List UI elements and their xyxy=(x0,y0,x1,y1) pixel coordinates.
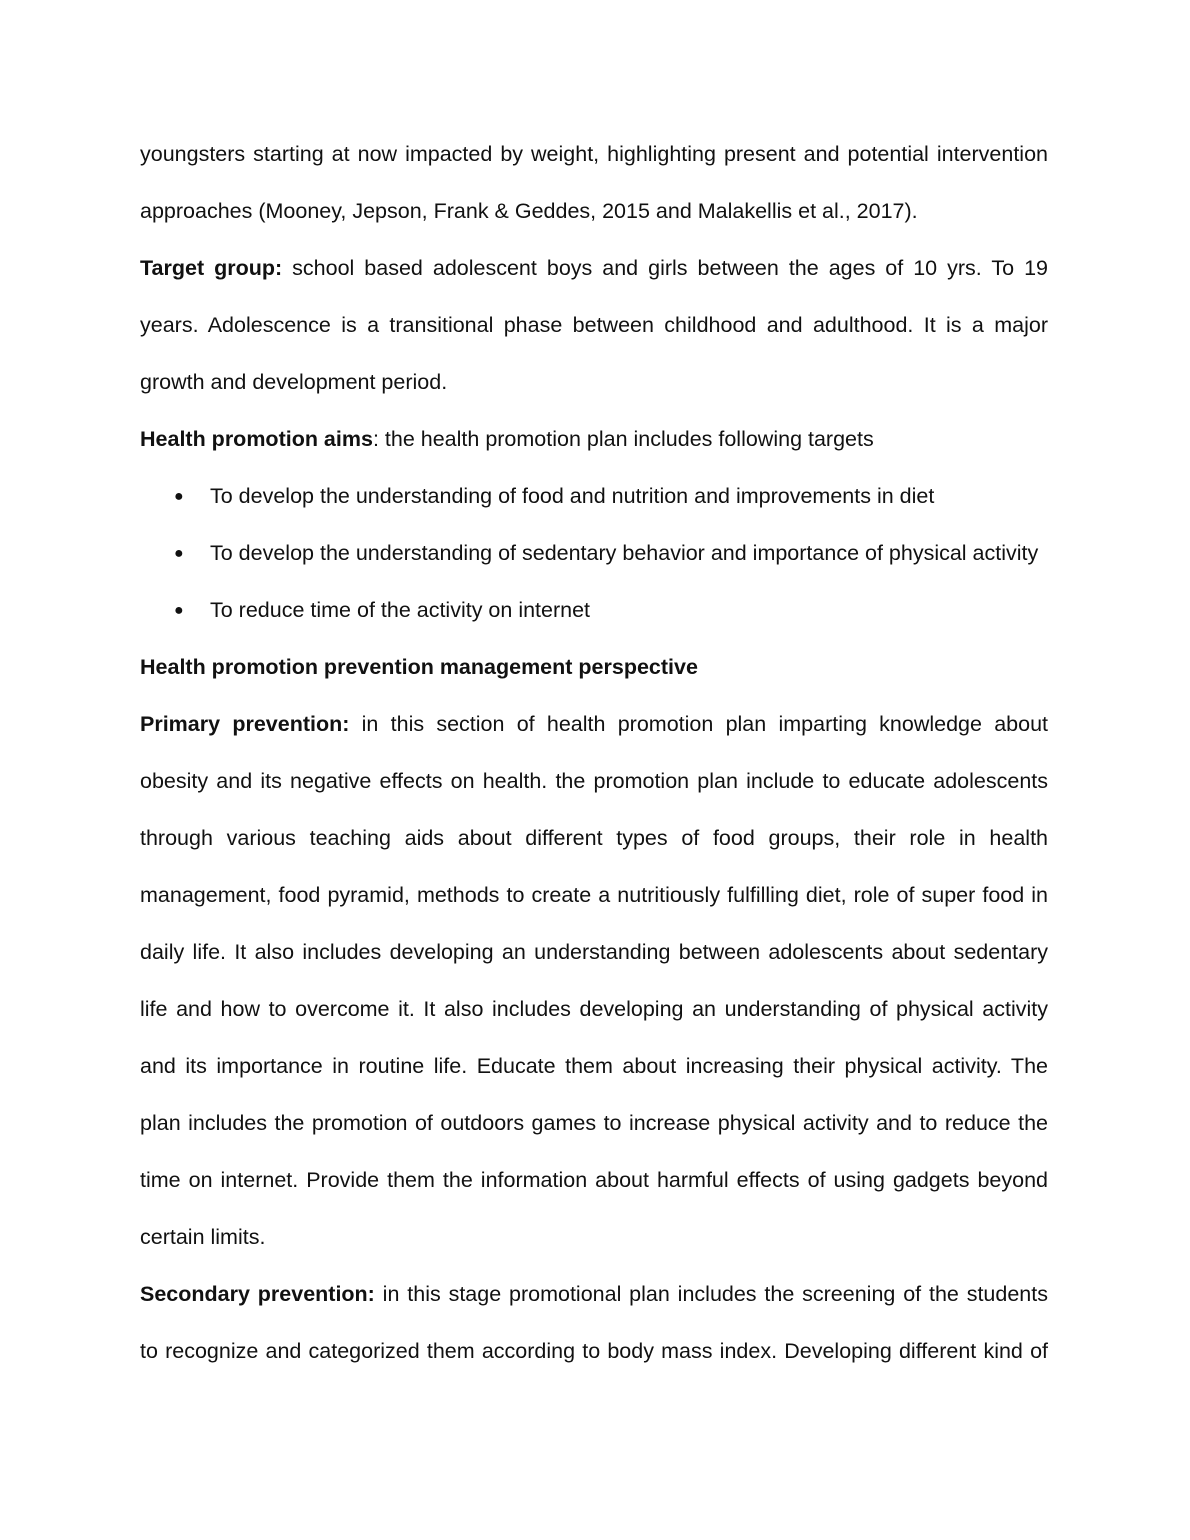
primary-prevention-label: Primary prevention: xyxy=(140,712,350,736)
secondary-prevention-label: Secondary prevention: xyxy=(140,1282,375,1306)
secondary-prevention-text: in this stage promotional plan includes the screening of the students to recognize and categorized them according to body mass index. Developing different kind of xyxy=(140,1282,1048,1363)
primary-prevention-text: in this section of health promotion plan imparting knowledge about obesity and its negative effects on health. the promotion plan include to educate adolescents through various teaching aids about different types of food groups, their role in health management, food pyramid, methods to create a nutritiously fulfilling diet, role of super food in daily life. It also includes developing an understanding between adolescents about sedentary life and how to overcome it. It also includes developing an understanding of physical activity and its importance in routine life. Educate them about increasing their physical activity. The plan includes the promotion of outdoors games to increase physical activity and to reduce the time on internet. Provide them the information about harmful effects of using gadgets beyond certain limits. xyxy=(140,712,1048,1249)
aims-text: : the health promotion plan includes following targets xyxy=(372,427,874,451)
bullet-icon: ● xyxy=(174,545,184,562)
list-item xyxy=(140,525,1048,582)
perspective-heading: Health promotion prevention management perspective xyxy=(140,655,698,679)
target-group-label: Target group: xyxy=(140,256,283,280)
list-item-text: To develop the understanding of sedentary behavior and importance of physical activity xyxy=(210,541,1039,565)
aims-paragraph xyxy=(140,411,1048,468)
bullet-icon: ● xyxy=(174,488,184,505)
intro-paragraph: youngsters starting at now impacted by weight, highlighting present and potential intervention approaches (Mooney, Jepson, Frank & Geddes, 2015 and Malakellis et al., 2017). xyxy=(140,142,1048,223)
target-group-paragraph xyxy=(140,240,1048,411)
aims-label: Health promotion aims xyxy=(140,427,373,451)
secondary-prevention-paragraph xyxy=(140,1266,1048,1380)
primary-prevention-paragraph xyxy=(140,696,1048,1266)
list-item-text: To reduce time of the activity on internet xyxy=(210,598,591,622)
list-item xyxy=(140,582,1048,639)
list-item-text: To develop the understanding of food and nutrition and improvements in diet xyxy=(210,484,935,508)
aims-list xyxy=(140,468,1048,639)
document-page xyxy=(140,126,1048,1380)
target-group-text: school based adolescent boys and girls between the ages of 10 yrs. To 19 years. Adolescence is a transitional phase between childhood and adulthood. It is a major growth and development period. xyxy=(140,256,1048,394)
bullet-icon: ● xyxy=(174,602,184,619)
list-item xyxy=(140,468,1048,525)
